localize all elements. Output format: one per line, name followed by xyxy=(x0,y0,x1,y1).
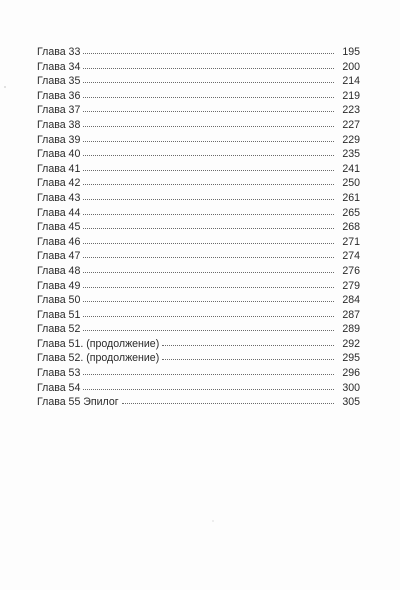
toc-entry-page: 274 xyxy=(342,250,360,263)
toc-entry-page: 276 xyxy=(342,264,360,277)
toc-entry-page: 279 xyxy=(342,279,360,292)
toc-dot-leader xyxy=(83,272,334,273)
toc-entry xyxy=(37,45,360,60)
toc-entry xyxy=(37,89,360,104)
toc-entry-page: 268 xyxy=(342,221,360,234)
toc-entry-title: Глава 42 xyxy=(37,177,81,190)
toc-entry-title: Глава 51. (продолжение) xyxy=(37,337,160,350)
toc-entry xyxy=(37,191,360,206)
toc-entry-page: 214 xyxy=(342,75,360,88)
toc-dot-leader xyxy=(83,316,334,317)
toc-entry-title: Глава 41 xyxy=(37,162,81,175)
toc-entry-title: Глава 48 xyxy=(37,264,81,277)
toc-dot-leader xyxy=(83,170,334,171)
toc-dot-leader xyxy=(162,359,334,360)
toc-entry-title: Глава 33 xyxy=(37,46,81,58)
toc-entry xyxy=(37,118,360,133)
toc-dot-leader xyxy=(122,403,334,404)
toc-entry-title: Глава 43 xyxy=(37,191,81,204)
toc-entry-title: Глава 55 Эпилог xyxy=(37,396,119,409)
toc-dot-leader xyxy=(83,374,334,375)
toc-entry xyxy=(37,381,360,396)
toc-entry-page: 300 xyxy=(342,381,360,394)
toc-dot-leader xyxy=(83,184,334,185)
toc-entry-page: 227 xyxy=(342,118,360,131)
toc-entry-title: Глава 40 xyxy=(37,148,81,161)
toc-dot-leader xyxy=(83,243,334,244)
table-of-contents xyxy=(37,45,360,410)
toc-entry-page: 200 xyxy=(342,60,360,73)
toc-dot-leader xyxy=(83,228,334,229)
toc-entry xyxy=(37,103,360,118)
toc-entry-title: Глава 53 xyxy=(37,367,81,380)
toc-entry-title: Глава 49 xyxy=(37,279,81,292)
toc-dot-leader xyxy=(83,214,334,215)
toc-entry-page: 296 xyxy=(342,367,360,380)
paper-speck xyxy=(212,520,214,522)
toc-dot-leader xyxy=(83,111,334,112)
toc-entry-title: Глава 52 xyxy=(37,323,81,336)
toc-entry-page: 265 xyxy=(342,206,360,219)
toc-entry-title: Глава 37 xyxy=(37,104,81,117)
toc-entry xyxy=(37,147,360,162)
toc-entry xyxy=(37,235,360,250)
toc-entry xyxy=(37,249,360,264)
toc-dot-leader xyxy=(83,155,334,156)
toc-entry xyxy=(37,308,360,323)
toc-dot-leader xyxy=(83,389,334,390)
toc-entry-page: 241 xyxy=(342,162,360,175)
toc-entry-title: Глава 39 xyxy=(37,133,81,146)
toc-dot-leader xyxy=(83,141,334,142)
toc-entry xyxy=(37,264,360,279)
toc-entry xyxy=(37,60,360,75)
paper-speck xyxy=(4,86,6,88)
toc-entry-page: 223 xyxy=(342,104,360,117)
toc-entry xyxy=(37,351,360,366)
toc-entry-title: Глава 45 xyxy=(37,221,81,234)
toc-entry-page: 292 xyxy=(342,337,360,350)
toc-dot-leader xyxy=(83,301,334,302)
toc-entry-title: Глава 46 xyxy=(37,235,81,248)
toc-dot-leader xyxy=(83,330,334,331)
toc-entry xyxy=(37,220,360,235)
toc-entry xyxy=(37,162,360,177)
toc-entry-title: Глава 35 xyxy=(37,75,81,88)
toc-entry xyxy=(37,279,360,294)
toc-entry xyxy=(37,206,360,221)
toc-dot-leader xyxy=(83,53,334,54)
toc-entry xyxy=(37,395,360,410)
toc-entry-page: 250 xyxy=(342,177,360,190)
toc-entry-page: 229 xyxy=(342,133,360,146)
toc-entry-page: 219 xyxy=(342,89,360,102)
toc-entry-title: Глава 51 xyxy=(37,308,81,321)
toc-entry-page: 287 xyxy=(342,308,360,321)
toc-entry-title: Глава 52. (продолжение) xyxy=(37,352,160,365)
toc-entry-page: 295 xyxy=(342,352,360,365)
toc-dot-leader xyxy=(83,287,334,288)
toc-entry-page: 195 xyxy=(342,46,360,58)
toc-entry xyxy=(37,337,360,352)
toc-dot-leader xyxy=(83,257,334,258)
toc-entry xyxy=(37,176,360,191)
toc-entry-page: 305 xyxy=(342,396,360,409)
toc-entry-title: Глава 47 xyxy=(37,250,81,263)
toc-entry-title: Глава 34 xyxy=(37,60,81,73)
toc-entry-title: Глава 44 xyxy=(37,206,81,219)
toc-dot-leader xyxy=(83,68,334,69)
toc-entry-title: Глава 38 xyxy=(37,118,81,131)
toc-dot-leader xyxy=(162,345,334,346)
toc-entry-page: 261 xyxy=(342,191,360,204)
toc-dot-leader xyxy=(83,126,334,127)
toc-entry-title: Глава 36 xyxy=(37,89,81,102)
toc-entry-page: 289 xyxy=(342,323,360,336)
toc-entry-title: Глава 50 xyxy=(37,294,81,307)
toc-entry-page: 235 xyxy=(342,148,360,161)
toc-dot-leader xyxy=(83,82,334,83)
toc-entry-page: 284 xyxy=(342,294,360,307)
toc-entry xyxy=(37,133,360,148)
toc-entry xyxy=(37,366,360,381)
toc-entry xyxy=(37,74,360,89)
toc-entry-title: Глава 54 xyxy=(37,381,81,394)
toc-entry-page: 271 xyxy=(342,235,360,248)
toc-entry xyxy=(37,293,360,308)
toc-entry xyxy=(37,322,360,337)
toc-dot-leader xyxy=(83,199,334,200)
toc-dot-leader xyxy=(83,97,334,98)
